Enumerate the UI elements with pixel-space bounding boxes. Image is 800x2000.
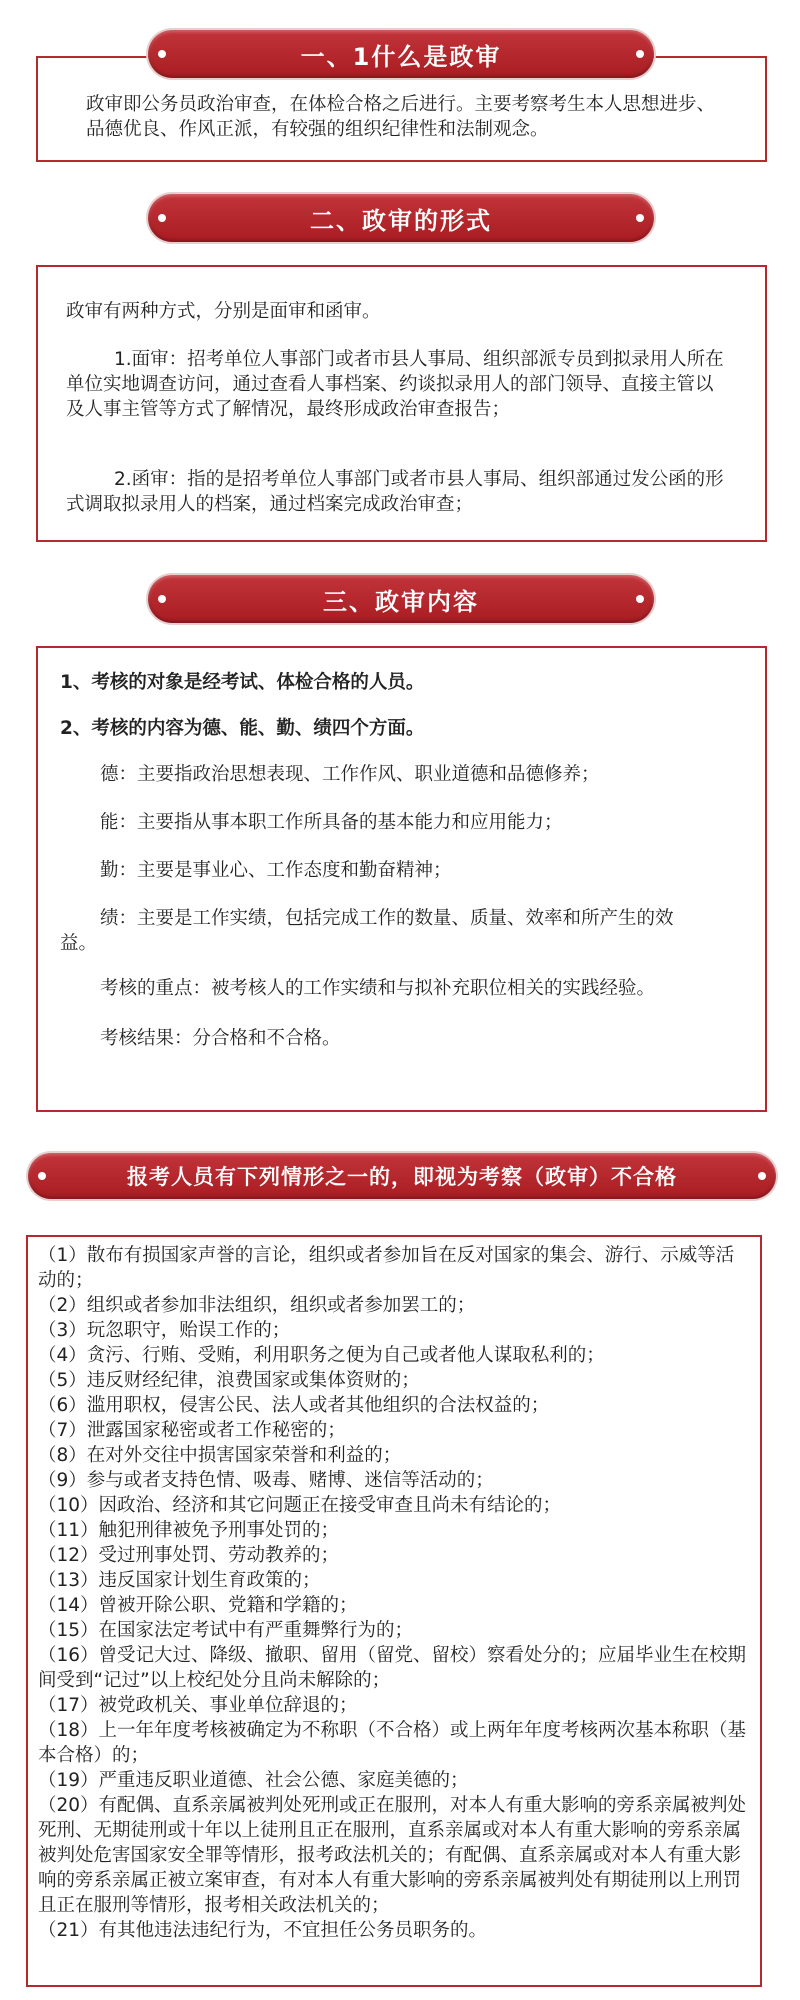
section2-box xyxy=(36,265,767,542)
section2-title-text: 二、政审的形式 xyxy=(310,206,492,235)
section3-title-text: 三、政审内容 xyxy=(323,587,479,616)
pill-dot-right xyxy=(636,214,644,222)
section2-title xyxy=(148,194,654,242)
criteria-item: （7）泄露国家秘密或者工作秘密的； xyxy=(38,1420,346,1441)
section4-title-text: 报考人员有下列情形之一的，即视为考察（政审）不合格 xyxy=(127,1165,677,1189)
section4-box xyxy=(26,1235,762,1987)
section2-intro: 政审有两种方式，分别是面审和函审。 xyxy=(66,301,381,322)
criteria-item: （8）在对外交往中损害国家荣誉和利益的； xyxy=(38,1445,402,1466)
criteria-item: （12）受过刑事处罚、劳动教养的； xyxy=(38,1545,340,1566)
criteria-item: （19）严重违反职业道德、社会公德、家庭美德的； xyxy=(38,1770,469,1791)
pill-dot-left xyxy=(38,1172,46,1180)
section3-result: 考核结果：分合格和不合格。 xyxy=(100,1028,341,1049)
section3-point2: 2、考核的内容为德、能、勤、绩四个方面。 xyxy=(60,718,425,739)
criteria-item: （17）被党政机关、事业单位辞退的； xyxy=(38,1695,358,1716)
criteria-item: （15）在国家法定考试中有严重舞弊行为的； xyxy=(38,1620,414,1641)
criteria-item: （11）触犯刑律被免予刑事处罚的； xyxy=(38,1520,340,1541)
pill-dot-left xyxy=(158,50,166,58)
section3-focus: 考核的重点：被考核人的工作实绩和与拟补充职位相关的实践经验。 xyxy=(100,978,656,999)
criteria-list xyxy=(38,1243,750,1943)
section3-de: 德：主要指政治思想表现、工作作风、职业道德和品德修养； xyxy=(100,764,600,785)
criteria-item: （14）曾被开除公职、党籍和学籍的； xyxy=(38,1595,358,1616)
criteria-item: （4）贪污、行贿、受贿，利用职务之便为自己或者他人谋取私利的； xyxy=(38,1345,605,1366)
section3-qin: 勤：主要是事业心、工作态度和勤奋精神； xyxy=(100,860,452,881)
criteria-item: （16）曾受记大过、降级、撤职、留用（留党、留校）察看处分的；应届毕业生在校期间受到“记过”以上校纪处分且尚未解除的； xyxy=(38,1645,747,1691)
section3-title xyxy=(148,575,654,623)
section3-box xyxy=(36,646,767,1112)
section3-neng: 能：主要指从事本职工作所具备的基本能力和应用能力； xyxy=(100,812,563,833)
criteria-item: （13）违反国家计划生育政策的； xyxy=(38,1570,321,1591)
section3-point1: 1、考核的对象是经考试、体检合格的人员。 xyxy=(60,672,425,693)
pill-dot-left xyxy=(158,214,166,222)
pill-dot-right xyxy=(636,50,644,58)
criteria-item: （9）参与或者支持色情、吸毒、赌博、迷信等活动的； xyxy=(38,1470,494,1491)
criteria-item: （6）滥用职权，侵害公民、法人或者其他组织的合法权益的； xyxy=(38,1395,550,1416)
criteria-item: （5）违反财经纪律，浪费国家或集体资财的； xyxy=(38,1370,420,1391)
criteria-item: （10）因政治、经济和其它问题正在接受审查且尚未有结论的； xyxy=(38,1495,562,1516)
section1-text: 政审即公务员政治审查，在体检合格之后进行。主要考察考生本人思想进步、品德优良、作风正派，有较强的组织纪律性和法制观念。 xyxy=(86,94,716,140)
criteria-item: （1）散布有损国家声誉的言论，组织或者参加旨在反对国家的集会、游行、示威等活动的； xyxy=(38,1245,735,1291)
section4-title xyxy=(28,1153,776,1199)
pill-dot-left xyxy=(158,595,166,603)
criteria-item: （3）玩忽职守，贻误工作的； xyxy=(38,1320,291,1341)
section3-ji: 绩：主要是工作实绩，包括完成工作的数量、质量、效率和所产生的效益。 xyxy=(60,908,674,954)
criteria-item: （20）有配偶、直系亲属被判处死刑或正在服刑，对本人有重大影响的旁系亲属被判处死刑、无期徒刑或十年以上徒刑且正在服刑，直系亲属或对本人有重大影响的旁系亲属被判处危害国家安全罪等情形，报考政法机关的；有配偶、直系亲属或对本人有重大影响的旁系亲属正被立案审查，有对本人有重大影响的旁系亲属被判处有期徒刑以上刑罚且正在服刑等情形，报考相关政法机关的； xyxy=(38,1795,747,1916)
section2-item2: 2.函审：指的是招考单位人事部门或者市县人事局、组织部通过发公函的形式调取拟录用人的档案，通过档案完成政治审查； xyxy=(66,469,724,515)
criteria-item: （18）上一年年度考核被确定为不称职（不合格）或上两年年度考核两次基本称职（基本合格）的； xyxy=(38,1720,747,1766)
section2-item1: 1.面审：招考单位人事部门或者市县人事局、组织部派专员到拟录用人所在单位实地调查访问，通过查看人事档案、约谈拟录用人的部门领导、直接主管以及人事主管等方式了解情况，最终形成政治审查报告； xyxy=(66,349,724,420)
pill-dot-right xyxy=(636,595,644,603)
pill-dot-right xyxy=(758,1172,766,1180)
section1-title-text: 一、1什么是政审 xyxy=(300,42,502,71)
section1-title xyxy=(148,30,654,78)
criteria-item: （2）组织或者参加非法组织，组织或者参加罢工的； xyxy=(38,1295,476,1316)
criteria-item: （21）有其他违法违纪行为，不宜担任公务员职务的。 xyxy=(38,1920,488,1941)
